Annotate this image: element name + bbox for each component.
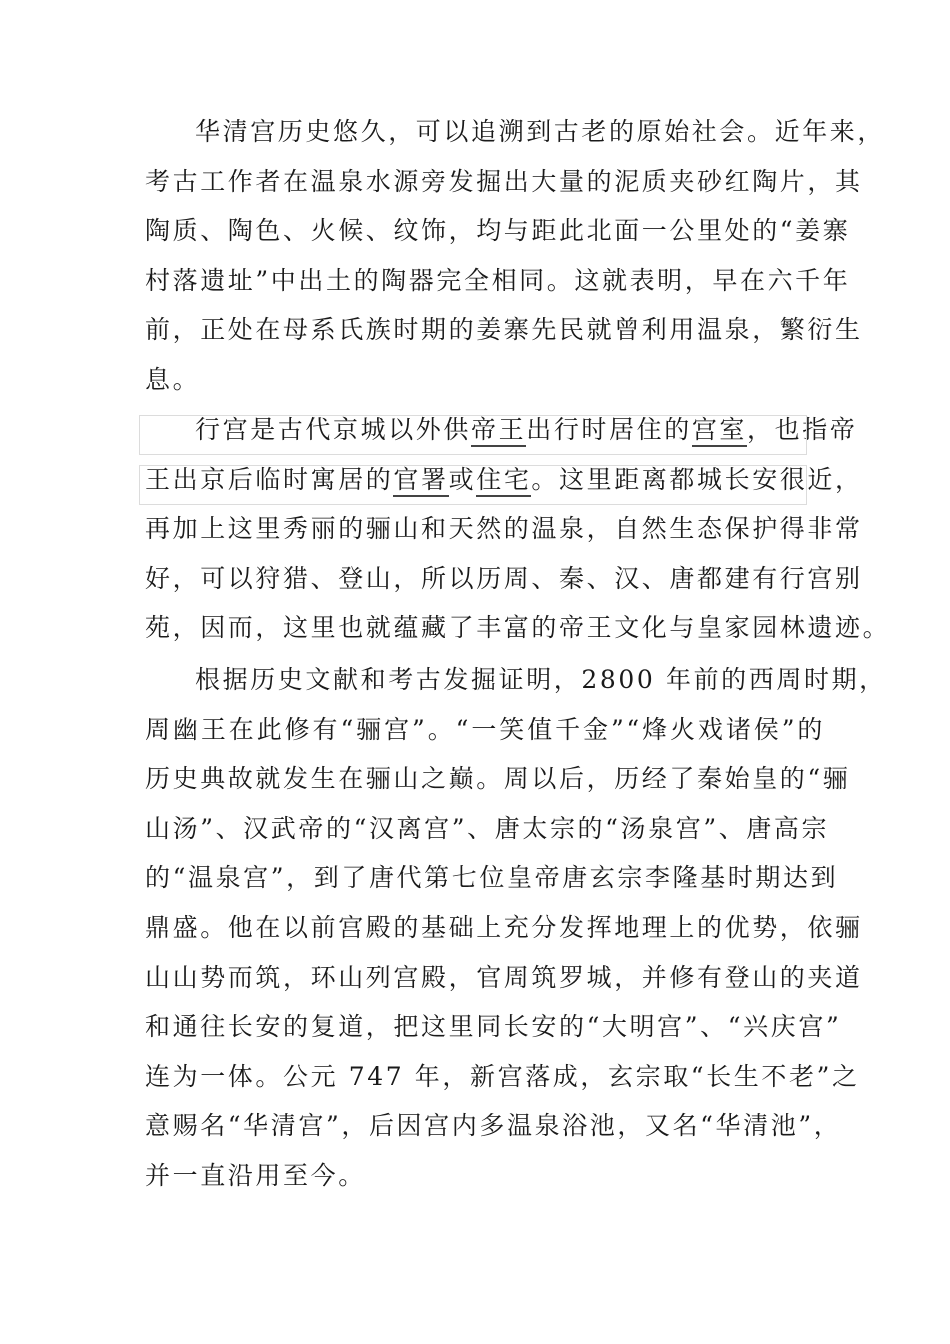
text-line: 根据历史文献和考古发掘证明，2800 年前的西周时期， (195, 665, 887, 694)
text-segment: 王出京后临时寓居的 (145, 464, 394, 494)
hyperlink-government-office[interactable]: 官署 (393, 465, 448, 497)
text-line (145, 455, 863, 505)
text-line: 再加上这里秀丽的骊山和天然的温泉，自然生态保护得非常 (145, 514, 863, 544)
text-line: 意赐名“华清宫”，后因宫内多温泉浴池，又名“华清池”， (145, 1111, 842, 1141)
text-line: 连为一体。公元 747 年，新宫落成，玄宗取“长生不老”之 (145, 1061, 860, 1091)
text-segment: 。这里距离都城长安很近， (531, 464, 863, 494)
text-segment: 或 (448, 464, 477, 494)
text-line: 陶质、陶色、火候、纹饰，均与距此北面一公里处的“姜寨 (145, 216, 851, 246)
text-line: 山山势而筑，环山列宫殿，官周筑罗城，并修有登山的夹道 (145, 962, 863, 992)
text-segment: 行宫是古代京城以外供 (195, 415, 472, 444)
text-line: 村落遗址”中出土的陶器完全相同。这就表明，早在六千年 (145, 265, 851, 295)
text-line: 前，正处在母系氏族时期的姜寨先民就曾利用温泉，繁衍生 (145, 315, 863, 345)
text-line: 的“温泉宫”，到了唐代第七位皇帝唐玄宗李隆基时期达到 (145, 863, 839, 893)
text-line: 周幽王在此修有“骊宫”。“一笑值千金”“烽火戏诸侯”的 (145, 714, 825, 744)
text-line: 山汤”、汉武帝的“汉离宫”、唐太宗的“汤泉宫”、唐高宗 (145, 813, 830, 843)
text-segment: 出行时居住的 (526, 415, 692, 444)
text-line: 考古工作者在温泉水源旁发掘出大量的泥质夹砂红陶片，其 (145, 166, 863, 196)
text-line: 好，可以狩猎、登山，所以历周、秦、汉、唐都建有行宫别 (145, 563, 863, 593)
text-line: 鼎盛。他在以前宫殿的基础上充分发挥地理上的优势，依骊 (145, 912, 863, 942)
text-line: 息。 (145, 364, 201, 394)
text-line: 华清宫历史悠久，可以追溯到古老的原始社会。近年来， (195, 117, 886, 146)
hyperlink-emperor[interactable]: 帝王 (471, 415, 526, 447)
text-line: 历史典故就发生在骊山之巅。周以后，历经了秦始皇的“骊 (145, 764, 851, 794)
paragraph-historical-evidence (145, 655, 887, 1201)
text-line: 并一直沿用至今。 (145, 1160, 366, 1190)
text-segment: ，也指帝 (747, 415, 858, 444)
hyperlink-palace-room[interactable]: 宫室 (692, 415, 747, 447)
text-line (145, 405, 858, 455)
text-line: 苑，因而，这里也就蕴藏了丰富的帝王文化与皇家园林遗迹。 (145, 613, 891, 643)
hyperlink-residence[interactable]: 住宅 (476, 465, 531, 497)
paragraph-palace-definition (145, 405, 891, 653)
text-line: 和通往长安的复道，把这里同长安的“大明宫”、“兴庆宫” (145, 1012, 842, 1042)
paragraph-history-origins (145, 107, 886, 405)
